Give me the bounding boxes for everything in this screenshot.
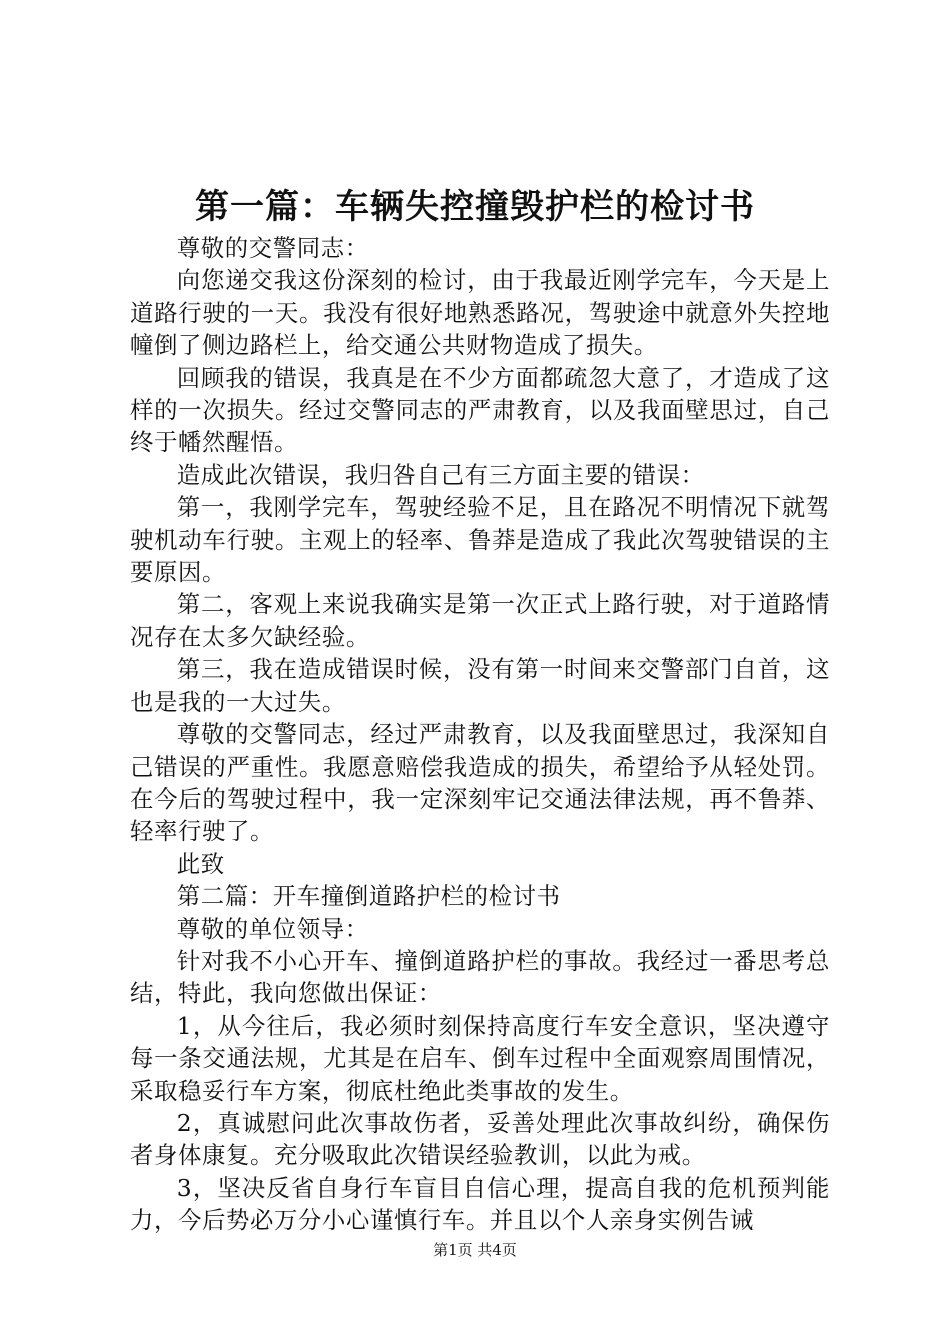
salutation-1: 尊敬的交警同志： — [176, 234, 369, 262]
list-item: 3，坚决反省自身行车盲目自信心理，提高自我的危机预判能力，今后势必万分小心谨慎行车。并且以个人亲身实例告诫 — [130, 1173, 830, 1235]
document-title: 第一篇：车辆失控撞毁护栏的检讨书 — [195, 187, 755, 227]
paragraph: 针对我不小心开车、撞倒道路护栏的事故。我经过一番思考总结，特此，我向您做出保证： — [130, 946, 830, 1008]
paragraph: 第一，我刚学完车，驾驶经验不足，且在路况不明情况下就驾驶机动车行驶。主观上的轻率、鲁莽是造成了我此次驾驶错误的主要原因。 — [130, 493, 830, 587]
closing: 此致 — [176, 849, 225, 878]
paragraph: 造成此次错误，我归咎自己有三方面主要的错误： — [176, 460, 705, 489]
page-number: 第1页 共4页 — [433, 1241, 517, 1259]
salutation-2: 尊敬的单位领导： — [176, 914, 369, 943]
paragraph: 第三，我在造成错误时候，没有第一时间来交警部门自首，这也是我的一大过失。 — [130, 655, 830, 716]
document-body — [130, 232, 830, 1237]
paragraph: 第二，客观上来说我确实是第一次正式上路行驶，对于道路情况存在太多欠缺经验。 — [130, 590, 830, 651]
list-item: 1，从今往后，我必须时刻保持高度行车安全意识，坚决遵守每一条交通法规，尤其是在启车、倒车过程中全面观察周围情况，采取稳妥行车方案，彻底杜绝此类事故的发生。 — [130, 1011, 830, 1105]
paragraph: 尊敬的交警同志，经过严肃教育，以及我面壁思过，我深知自己错误的严重性。我愿意赔偿我造成的损失，希望给予从轻处罚。在今后的驾驶过程中，我一定深刻牢记交通法律法规，再不鲁莽、轻率行驶了。 — [130, 720, 830, 846]
paragraph: 向您递交我这份深刻的检讨，由于我最近刚学完车，今天是上道路行驶的一天。我没有很好地熟悉路况，驾驶途中就意外失控地幢倒了侧边路栏上，给交通公共财物造成了损失。 — [130, 266, 830, 360]
section-heading-2: 第二篇：开车撞倒道路护栏的检讨书 — [176, 882, 561, 911]
list-item: 2，真诚慰问此次事故伤者，妥善处理此次事故纠纷，确保伤者身体康复。充分吸取此次错误经验教训，以此为戒。 — [130, 1108, 830, 1170]
paragraph: 回顾我的错误，我真是在不少方面都疏忽大意了，才造成了这样的一次损失。经过交警同志的严肃教育，以及我面壁思过，自己终于幡然醒悟。 — [130, 363, 830, 457]
